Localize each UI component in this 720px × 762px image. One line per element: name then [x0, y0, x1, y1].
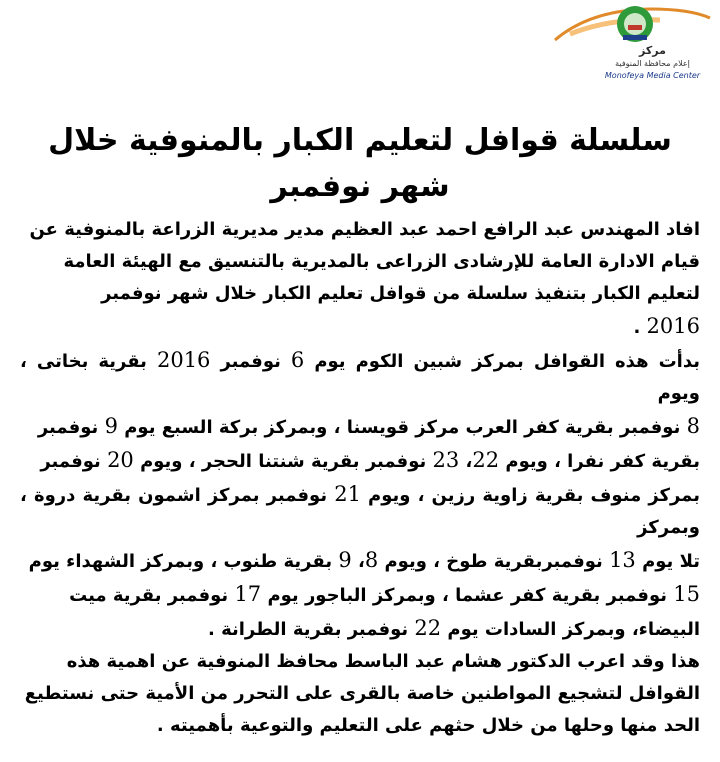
header	[0, 0, 720, 118]
body-line: 8 نوفمبر بقرية كفر العرب مركز قويسنا ، وبمركز بركة السبع يوم 9 نوفمبر	[37, 414, 700, 438]
monofeya-media-center-logo	[550, 4, 715, 44]
body-line: لتعليم الكبار بتنفيذ سلسلة من قوافل تعليم الكبار خلال شهر نوفمبر	[101, 283, 700, 304]
body-line: البيضاء، وبمركز السادات يوم 22 نوفمبر بقرية الطرانة .	[207, 616, 700, 640]
body-line: القوافل لتشجيع المواطنين خاصة بالقرى على التحرر من الأمية حتى نستطيع	[24, 683, 700, 704]
body-line: قيام الادارة العامة للإرشادى الزراعى بالمديرية بالتنسيق مع الهيئة العامة	[63, 251, 700, 272]
logo-subtitle: إعلام محافظة المنوفية	[615, 59, 690, 68]
article-title-line-1: سلسلة قوافل لتعليم الكبار بالمنوفية خلال	[48, 123, 672, 158]
article-body	[20, 214, 700, 742]
logo-text	[590, 44, 715, 82]
logo-english: Monofeya Media Center	[604, 71, 701, 80]
body-line: افاد المهندس عبد الرافع احمد عبد العظيم مدير مديرية الزراعة بالمنوفية عن	[29, 219, 700, 240]
body-line: بمركز منوف بقرية زاوية رزين ، ويوم 21 نوفمبر بمركز اشمون بقرية دروة ، وبمركز	[20, 482, 701, 538]
body-line: هذا وقد اعرب الدكتور هشام عبد الباسط محافظ المنوفية عن اهمية هذه	[66, 651, 700, 672]
body-line: 2016 .	[633, 314, 700, 338]
article-title-line-2: شهر نوفمبر	[270, 169, 450, 204]
logo-title: مركز	[639, 44, 666, 57]
body-line: بقرية كفر نفرا ، ويوم 22، 23 نوفمبر بقرية شنتنا الحجر ، ويوم 20 نوفمبر	[40, 448, 700, 472]
body-line: بدأت هذه القوافل بمركز شبين الكوم يوم 6 نوفمبر 2016 بقرية بخاتى ، ويوم	[20, 348, 700, 404]
body-line: تلا يوم 13 نوفمبربقرية طوخ ، ويوم 8، 9 بقرية طنوب ، وبمركز الشهداء يوم	[28, 548, 700, 572]
body-line: الحد منها وحلها من خلال حثهم على التعليم والتوعية بأهميته .	[156, 715, 700, 736]
body-line: 15 نوفمبر بقرية كفر عشما ، وبمركز الباجور يوم 17 نوفمبر بقرية ميت	[69, 582, 700, 606]
